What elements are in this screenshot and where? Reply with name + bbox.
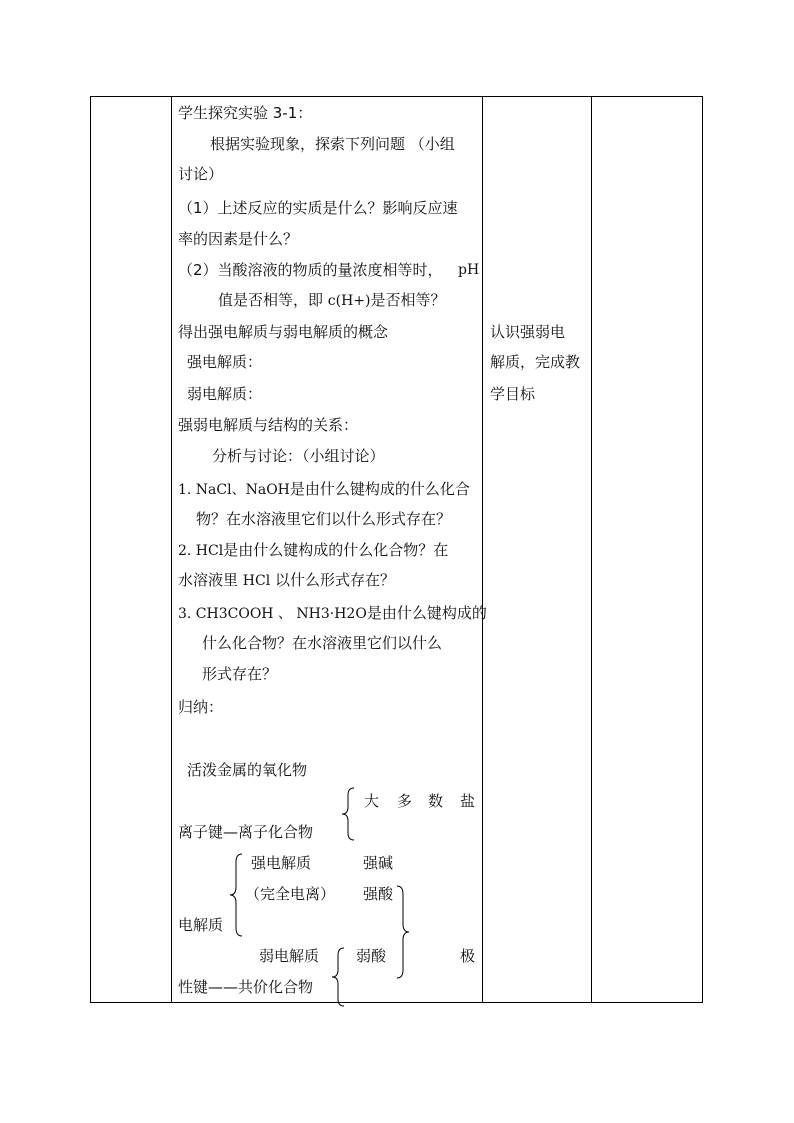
strong-electrolyte-label: 强电解质： [187,353,263,371]
text-span: 水溶液里 [178,571,243,589]
content-line: 讨论） [178,165,224,183]
diagram-label: 性键——共价化合物 [178,978,314,996]
content-line: 率的因素是什么？ [178,230,299,248]
diagram-label: 电解质 [178,916,224,934]
question-1: （1）上述反应的实质是什么？影响反应速 [178,199,458,217]
question-2 [178,260,443,280]
text-span: 值是否相等，即 [218,291,328,309]
formula-text: 2. HCl [178,543,224,559]
diagram-label: 大 [364,792,380,810]
content-line: 形式存在？ [202,665,278,683]
column-divider [171,96,172,1003]
formula-text: 3. CH3COOH 、 NH3·H2O [178,606,367,622]
content-line [178,570,395,591]
goal-line: 学目标 [490,385,536,403]
left-brace-icon [228,852,248,938]
text-span: 是由什么键构成的什么化合 [289,480,470,498]
formula-text: 1. NaCl、NaOH [178,482,290,498]
right-brace-icon [393,884,413,980]
formula-text: c(H+) [327,293,371,309]
discussion-item-1 [178,479,470,500]
experiment-heading: 学生探究实验 3-1： [178,104,313,122]
goal-line: 认识强弱电 [490,323,566,341]
discussion-heading: 分析与讨论：（小组讨论） [212,447,385,465]
diagram-label: 弱酸 [356,947,387,965]
diagram-label: 盐 [460,792,476,810]
diagram-label: 数 [428,792,444,810]
content-line: 什么化合物？在水溶液里它们以什么 [202,634,443,652]
diagram-label: 强酸 [363,885,394,903]
diagram-label: 极 [460,947,476,965]
diagram-label: 强电解质 [251,854,312,872]
weak-electrolyte-label: 弱电解质： [187,385,263,403]
diagram-label: 弱电解质 [259,947,320,965]
text-span: 是否相等？ [370,291,446,309]
diagram-label: 多 [397,792,413,810]
content-line [218,290,446,311]
concept-heading: 得出强电解质与弱电解质的概念 [178,323,389,341]
discussion-item-3 [178,603,487,624]
diagram-label: （完全电离） [245,885,336,903]
content-line: 物？在水溶液里它们以什么形式存在？ [196,510,452,528]
goal-line: 解质，完成教 [490,353,581,371]
left-brace-icon [340,786,360,842]
structure-heading: 强弱电解质与结构的关系： [178,416,359,434]
column-divider [591,96,592,1003]
formula-text: pH [458,262,480,278]
left-brace-icon [330,946,350,1008]
column-divider [482,96,483,1003]
summary-heading: 归纳： [178,698,224,716]
text-span: 是由什么键构成的什么化合物？在 [223,541,449,559]
discussion-item-2 [178,540,448,561]
diagram-label: 强碱 [363,854,394,872]
content-line: 根据实验现象，探索下列问题 （小组 [210,135,455,153]
formula-text: HCl [242,573,271,589]
text-span: 是由什么键构成的 [366,604,487,622]
text-span: 以什么形式存在？ [270,571,395,589]
diagram-label: 活泼金属的氧化物 [187,761,308,779]
text-span: （2）当酸溶液的物质的量浓度相等时， [178,261,443,279]
diagram-label: 离子键—离子化合物 [178,823,314,841]
